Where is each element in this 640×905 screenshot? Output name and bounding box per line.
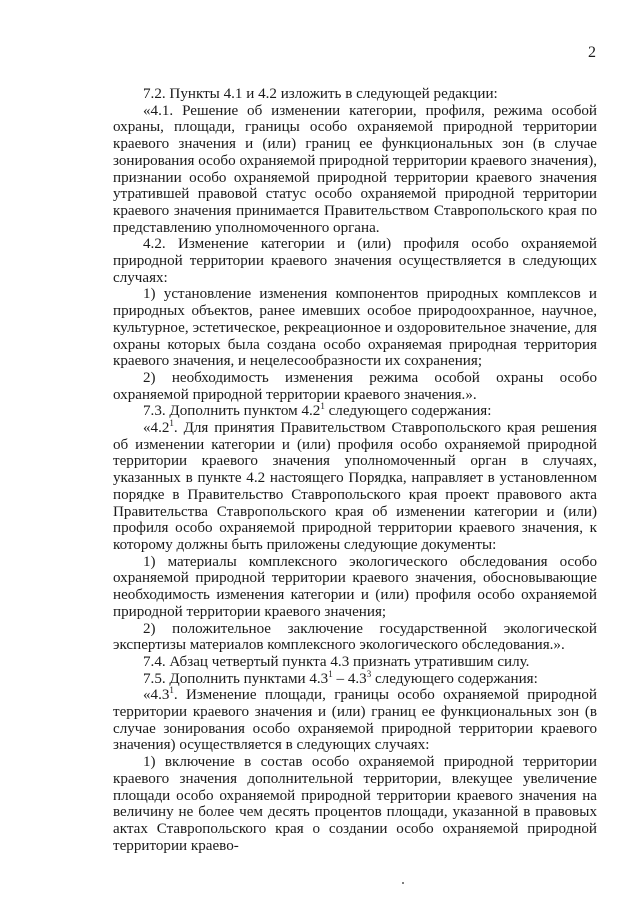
paragraph-7-3-text-b: следующего содержания: (324, 403, 492, 420)
superscript: 1 (328, 668, 333, 679)
paragraph-4-1: «4.1. Решение об изменении категории, профиля, режима особой охраны, площади, границы особо охраняемой природной территории краевого значения и (или) границ ее функциональных зон (в случае зонирования особо охраняемой природной территории краевого значения), признании особо охраняемой природной территории краевого значения утратившей правовой статус особо охраняемой природной территории краевого значения принимается Правительством Ставропольского края по представлению уполномоченного органа. (113, 102, 597, 236)
paragraph-4-3-1-text-b: . Изменение площади, границы особо охраняемой природной территории краевого значения и (или) границ ее функциональных зон (в случае зонирования особо охраняемой природной территории краевого значения) осуществляется в следующих случаях: (113, 687, 597, 754)
paragraph-7-5 (113, 668, 597, 688)
superscript: 1 (169, 685, 174, 696)
paragraph-7-5-text-mid: – 4.3 (332, 670, 367, 687)
paragraph-7-5-text-a: 7.5. Дополнить пунктами 4.3 (143, 670, 329, 687)
list-item-4-2-1-2: 2) положительное заключение государственной экологической экспертизы материалов комплексного экологического обследования.». (113, 620, 597, 654)
paragraph-4-2-1-text-a: «4.2 (143, 420, 170, 437)
paragraph-4-3-1-text-a: «4.3 (143, 687, 170, 704)
paragraph-7-2: 7.2. Пункты 4.1 и 4.2 изложить в следующей редакции: (143, 86, 498, 102)
list-item-4-2-2: 2) необходимость изменения режима особой охраны особо охраняемой природной территории краевого значения.». (113, 369, 597, 403)
list-item-4-2-1-1: 1) материалы комплексного экологического обследования особо охраняемой природной территории краевого значения, обосновывающие необходимость изменения категории и (или) профиля особо охраняемой природной территории краевого значения; (113, 553, 597, 620)
paragraph-7-5-text-b: следующего содержания: (371, 670, 538, 687)
superscript: 1 (320, 401, 325, 412)
paragraph-4-2: 4.2. Изменение категории и (или) профиля особо охраняемой природной территории краевого значения осуществляется в следующих случаях: (113, 236, 597, 286)
paragraph-4-3-1 (113, 687, 597, 754)
superscript: 1 (169, 418, 174, 429)
superscript: 3 (366, 668, 372, 679)
paragraph-7-4: 7.4. Абзац четвертый пункта 4.3 признать утратившим силу. (143, 653, 530, 670)
scan-speck (402, 882, 404, 884)
list-item-4-2-1: 1) установление изменения компонентов природных комплексов и природных объектов, ранее имевших особое природоохранное, научное, культурное, эстетическое, рекреационное и оздоровительное значение, для охраны которых была создана особо охраняемая природная территория краевого значения, и нецелесообразности их сохранения; (113, 286, 597, 370)
paragraph-7-3 (113, 403, 597, 420)
page-number: 2 (588, 44, 596, 61)
paragraph-7-3-text-a: 7.3. Дополнить пунктом 4.2 (143, 403, 321, 420)
paragraph-4-2-1 (113, 420, 597, 554)
document-body (113, 86, 597, 854)
paragraph-4-2-1-text-b: . Для принятия Правительством Ставропольского края решения об изменении категории и (или) профиля особо охраняемой природной территории краевого значения уполномоченный орган в случаях, указанных в пункте 4.2 настоящего Порядка, направляет в установленном порядке в Правительство Ставропольского края проект правового акта Правительства Ставропольского края об изменении категории и (или) профиля особо охраняемой природной территории краевого значения, к которому должны быть приложены следующие документы: (113, 420, 597, 553)
list-item-4-3-1-1: 1) включение в состав особо охраняемой природной территории краевого значения дополнительной территории, влекущее увеличение площади особо охраняемой природной территории краевого значения на величину не более чем десять процентов площади, указанной в правовых актах Ставропольского края о создании особо охраняемой природной территории краево- (113, 754, 597, 854)
